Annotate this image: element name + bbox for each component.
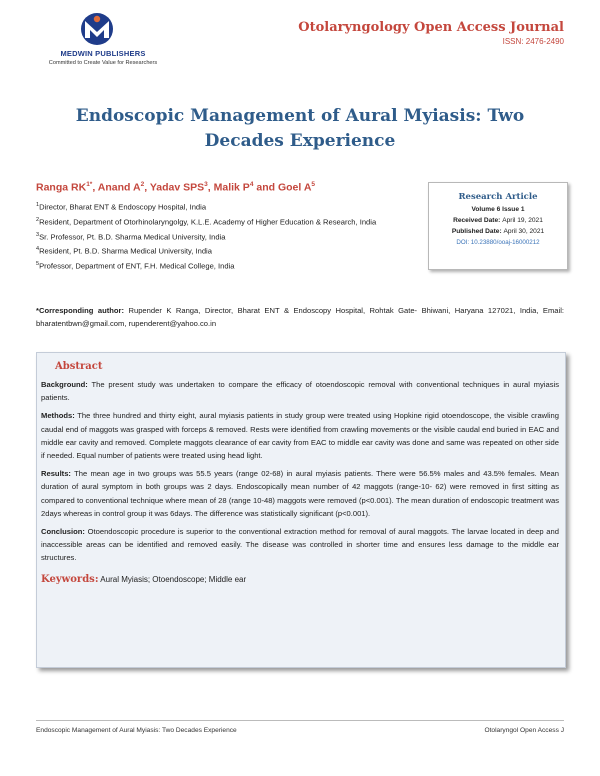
published-value: April 30, 2021 <box>503 228 545 235</box>
abstract-methods <box>41 409 559 462</box>
corresponding-label: *Corresponding author: <box>36 306 125 315</box>
keywords-label: Keywords: <box>41 573 99 585</box>
article-type: Research Article <box>458 192 538 202</box>
affiliation-item <box>36 229 428 244</box>
affiliation-text: Resident, Department of Otorhinolaryngolgy, K.L.E. Academy of Higher Education & Research, India <box>39 217 377 227</box>
affiliation-item <box>36 243 428 258</box>
corresponding-author <box>36 304 564 330</box>
keywords <box>41 574 559 585</box>
author-sup: 1* <box>86 181 93 188</box>
affiliation-text: Director, Bharat ENT & Endoscopy Hospital, India <box>39 202 207 212</box>
author-list: Ranga $RK^{1*}$, Anand $A^2$, Yadav SPS$^3$, Malik $P^4$ and Goel $A^5$ <box>36 181 316 194</box>
section-text: The mean age in two groups was 55.5 years (range 02-68) in aural myiasis patients. There were 56.5% males and 43.5% females. Mean duration of aural symptom in both groups was 2 days. Endoscopically mean number of 42 maggots (range-10- 62) were removed in first sitting as compared to conventional technique where mean of 28 (range 10-48) maggots were removed (p<0.001). The mean duration of endoscopic treatment was 2days whereas in control group it was 6days. The difference was statistically significant (p<0.001). <box>41 469 559 518</box>
affiliation-sup: 4 <box>36 246 40 253</box>
affiliation-text: Professor, Department of ENT, F.H. Medical College, India <box>39 261 235 271</box>
author-name[interactable]: Anand A <box>97 181 141 194</box>
abstract-background <box>41 378 559 404</box>
journal-issn: ISSN: 2476-2490 <box>502 37 564 46</box>
published-label: Published Date: <box>451 228 502 235</box>
affiliation-sup: 1 <box>36 202 40 208</box>
affiliation-text: Resident, Pt. B.D. Sharma Medical University, India <box>39 247 212 257</box>
page-footer <box>36 720 564 741</box>
affiliation-item <box>36 214 428 229</box>
footer-title: Endoscopic Management of Aural Myiasis: Two Decades Experience <box>36 727 237 734</box>
author-name[interactable]: Goel A <box>277 181 312 194</box>
section-text: The present study was undertaken to compare the efficacy of otoendoscopic removal with conventional techniques in aural myiasis patients. <box>41 380 559 403</box>
affiliation-item <box>36 199 428 214</box>
doi-link[interactable]: DOI: 10.23880/ooaj-16000212 <box>456 239 540 246</box>
article-info-box <box>428 182 568 270</box>
section-label: Methods: <box>41 411 75 421</box>
author-sup: 2 <box>140 181 145 188</box>
section-label: Conclusion: <box>41 527 85 537</box>
journal-header <box>298 20 564 46</box>
affiliation-item <box>36 258 428 273</box>
author-sup: 5 <box>311 181 316 188</box>
affiliation-text: Sr. Professor, Pt. B.D. Sharma Medical University, India <box>39 232 226 242</box>
footer-journal: Otolaryngol Open Access J <box>484 727 564 734</box>
corresponding-text: Rupender K Ranga, Director, Bharat ENT & Endoscopy Hospital, Rohtak Gate- Bhiwani, Haryana 127021, India, Email: bharatentbwn@gmail.com, rupenderent@yahoo.co.in <box>36 306 564 328</box>
author-sup: 4 <box>249 181 254 188</box>
published-date <box>429 228 567 235</box>
affiliation-sup: 5 <box>36 261 40 268</box>
article-volume: Volume 6 Issue 1 <box>471 206 525 213</box>
keywords-text: Aural Myiasis; Otoendoscope; Middle ear <box>100 574 247 584</box>
affiliation-list <box>36 199 428 273</box>
journal-name[interactable]: Otolaryngology Open Access Journal <box>298 20 564 35</box>
section-text: Otoendoscopic procedure is superior to the conventional extraction method for removal of aural maggots. The larvae located in deep and inaccessible areas can be identified and removed easily. The disease was controlled in shorter time and ensures less damage to the middle ear structures. <box>41 527 559 563</box>
section-text: The three hundred and thirty eight, aural myiasis patients in study group were treated using Hopkine rigid otoendoscope, the visible crawling caudal end of maggots was grasped with forceps & removed. Rests were identified from crawling movements or the visible caudal end buried in EAC and middle ear cavity and removed. Complete maggots clearance of ear cavity from EAC to middle ear cavity was done and same was repeated on other side if needed. Equal number of patients were treated using head light. <box>41 411 559 461</box>
publisher-tagline: Committed to Create Value for Researchers <box>48 60 158 66</box>
received-label: Received Date: <box>453 217 501 224</box>
affiliation-sup: 2 <box>36 216 40 223</box>
abstract-results <box>41 467 559 520</box>
section-label: Results: <box>41 469 71 479</box>
paper-title: Endoscopic Management of Aural Myiasis: Two Decades Experience <box>75 106 525 151</box>
section-label: Background: <box>41 380 88 389</box>
received-value: April 19, 2021 <box>502 217 543 224</box>
medwin-logo-icon <box>78 12 116 46</box>
author-name[interactable]: Ranga RK <box>36 181 87 194</box>
received-date <box>429 217 567 224</box>
author-name[interactable]: Malik P <box>213 181 250 194</box>
author-name[interactable]: Yadav SPS <box>149 181 205 194</box>
abstract-heading: Abstract <box>55 361 103 372</box>
abstract-box <box>36 352 566 668</box>
abstract-conclusion <box>41 525 559 565</box>
affiliation-sup: 3 <box>36 231 40 238</box>
publisher-name: MEDWIN PUBLISHERS <box>60 49 146 58</box>
author-sup: 3 <box>204 181 208 188</box>
